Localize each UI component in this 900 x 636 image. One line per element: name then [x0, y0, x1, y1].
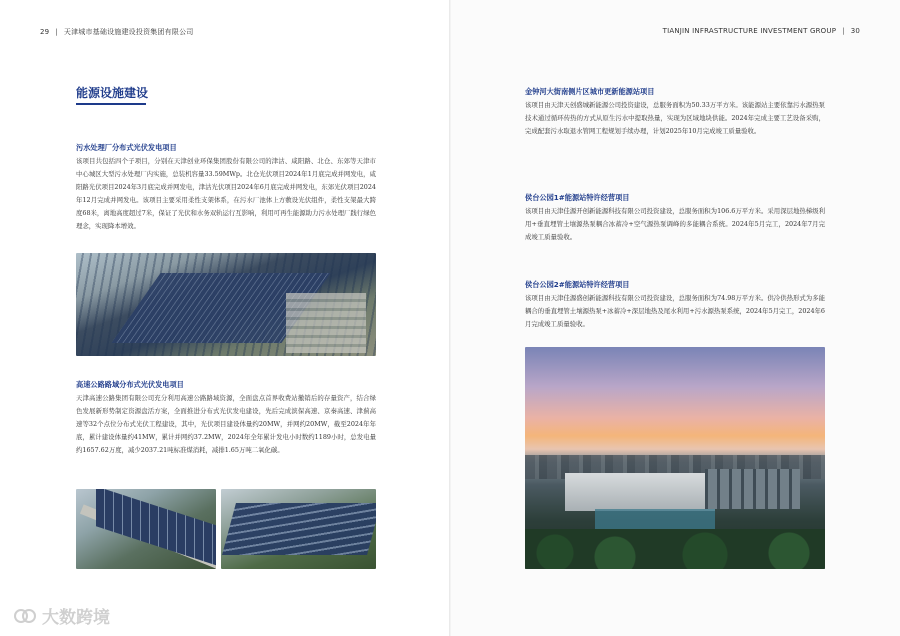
left-page-header: [40, 27, 193, 37]
tree-line: [525, 529, 825, 569]
watermark: [14, 603, 110, 628]
solar-panel-array: [96, 489, 216, 569]
watermark-logo-icon: [14, 607, 36, 625]
solar-panel-array: [222, 503, 376, 555]
highway-solar-photo-1: [76, 489, 216, 569]
header-separator-right: |: [842, 27, 845, 35]
project-title-houtai-park-station-1: 侯台公园1#能源站特许经营项目: [525, 193, 630, 202]
wastewater-plant-solar-photo: [76, 253, 376, 356]
project-body-houtai-park-station-2: 该项目由天津佳源盛创新能源科技有限公司投资建设，总服务面积为74.98万平方米。供冷供热形式为多能耦合的垂直埋管土壤源热泵+冰蓄冷+深层地热及尾水利用+污水源热泵系统，2024年5月完工，2024年6月完成竣工质量验收。: [525, 294, 825, 328]
project-body-jinzhonghe-energy-station: 该项目由天津天创盛城新能源公司投资建设，总服务面积为50.33万平方米。该能源站主要依靠污水源热泵技术通过循环传热的方式从原生污水中提取热量，实现为区域地块供能。2024年完成主要工艺设备采购，完成配套污水取退水管网工程规划手续办理，计划2025年10月完成竣工质量验收。: [525, 101, 825, 135]
highway-solar-photo-2: [221, 489, 376, 569]
right-org-name: TIANJIN INFRASTRUCTURE INVESTMENT GROUP: [662, 27, 837, 35]
project-body-houtai-park-station-1: 该项目由天津佳源开创新能源科技有限公司投资建设，总服务面积为106.6万平方米。采用深层地热梯级利用+垂直埋管土壤源热泵耦合冰蓄冷+空气源热泵调峰的多能耦合系统。2024年5月完工，2024年7月完成竣工质量验收。: [525, 207, 825, 241]
project-title-houtai-park-station-2: 侯台公园2#能源站特许经营项目: [525, 280, 630, 289]
project-body-highway-pv: 天津高速公路集团有限公司充分利用高速公路路域资源，全面盘点首界收费站撤销后的存量资产，结合绿色发展新形势制定资源盘活方案，全面推进分布式光伏发电建设，先后完成滨保高速、京秦高速、津蓟高速等32个点位分布式光伏工程建设，其中，光伏项目建设体量约20MW，并网约20MW，截至2024年年底，累计建设体量约41MW，累计并网约37.2MW，2024年全年累计发电小时数约1189小时，总发电量约1657.62万度，减少2037.21吨标准煤消耗，减排1.65万吨二氧化碳。: [76, 394, 376, 454]
project-title-jinzhonghe-energy-station: 金钟河大街南侧片区城市更新能源站项目: [525, 87, 655, 96]
section-title: 能源设施建设: [76, 86, 149, 100]
plant-buildings: [286, 293, 366, 353]
project-body-wastewater-pv: 该项目共包括四个子项目，分别在天津创业环保集团股份有限公司的津沽、咸阳路、北仓、东郊等天津市中心城区大型污水处理厂内实施，总装机容量33.59MWp。北仓光伏项目2024年1月底完成并网发电，咸阳路光伏项目2024年3月底完成并网发电，津沽光伏项目2024年6月底完成并网发电，东郊光伏项目2024年12月完成并网发电。该项目主要采用柔性支架体系，在污水厂池体上方敷设光伏组件，柔性支架最大跨度68米，离地高度超过7米，保证了光伏和水务双轨运行互影响，利用可再生能源助力污水处理厂践行绿色理念，实现降本增效。: [76, 157, 376, 230]
project-title-highway-pv: 高速公路路域分布式光伏发电项目: [76, 380, 184, 389]
cooling-tower-structure: [705, 469, 800, 509]
book-spine: [449, 0, 451, 636]
header-separator: |: [55, 28, 58, 36]
left-page-number: 29: [40, 28, 50, 36]
right-page-number: 30: [850, 27, 860, 35]
project-title-wastewater-pv: 污水处理厂分布式光伏发电项目: [76, 143, 177, 152]
section-title-underline: [76, 103, 146, 105]
watermark-text: 大数跨境: [42, 608, 110, 628]
energy-station-sunset-photo: [525, 347, 825, 569]
left-org-name: 天津城市基础设施建设投资集团有限公司: [63, 28, 194, 36]
energy-station-building: [565, 473, 715, 511]
right-page-header: [663, 27, 860, 35]
